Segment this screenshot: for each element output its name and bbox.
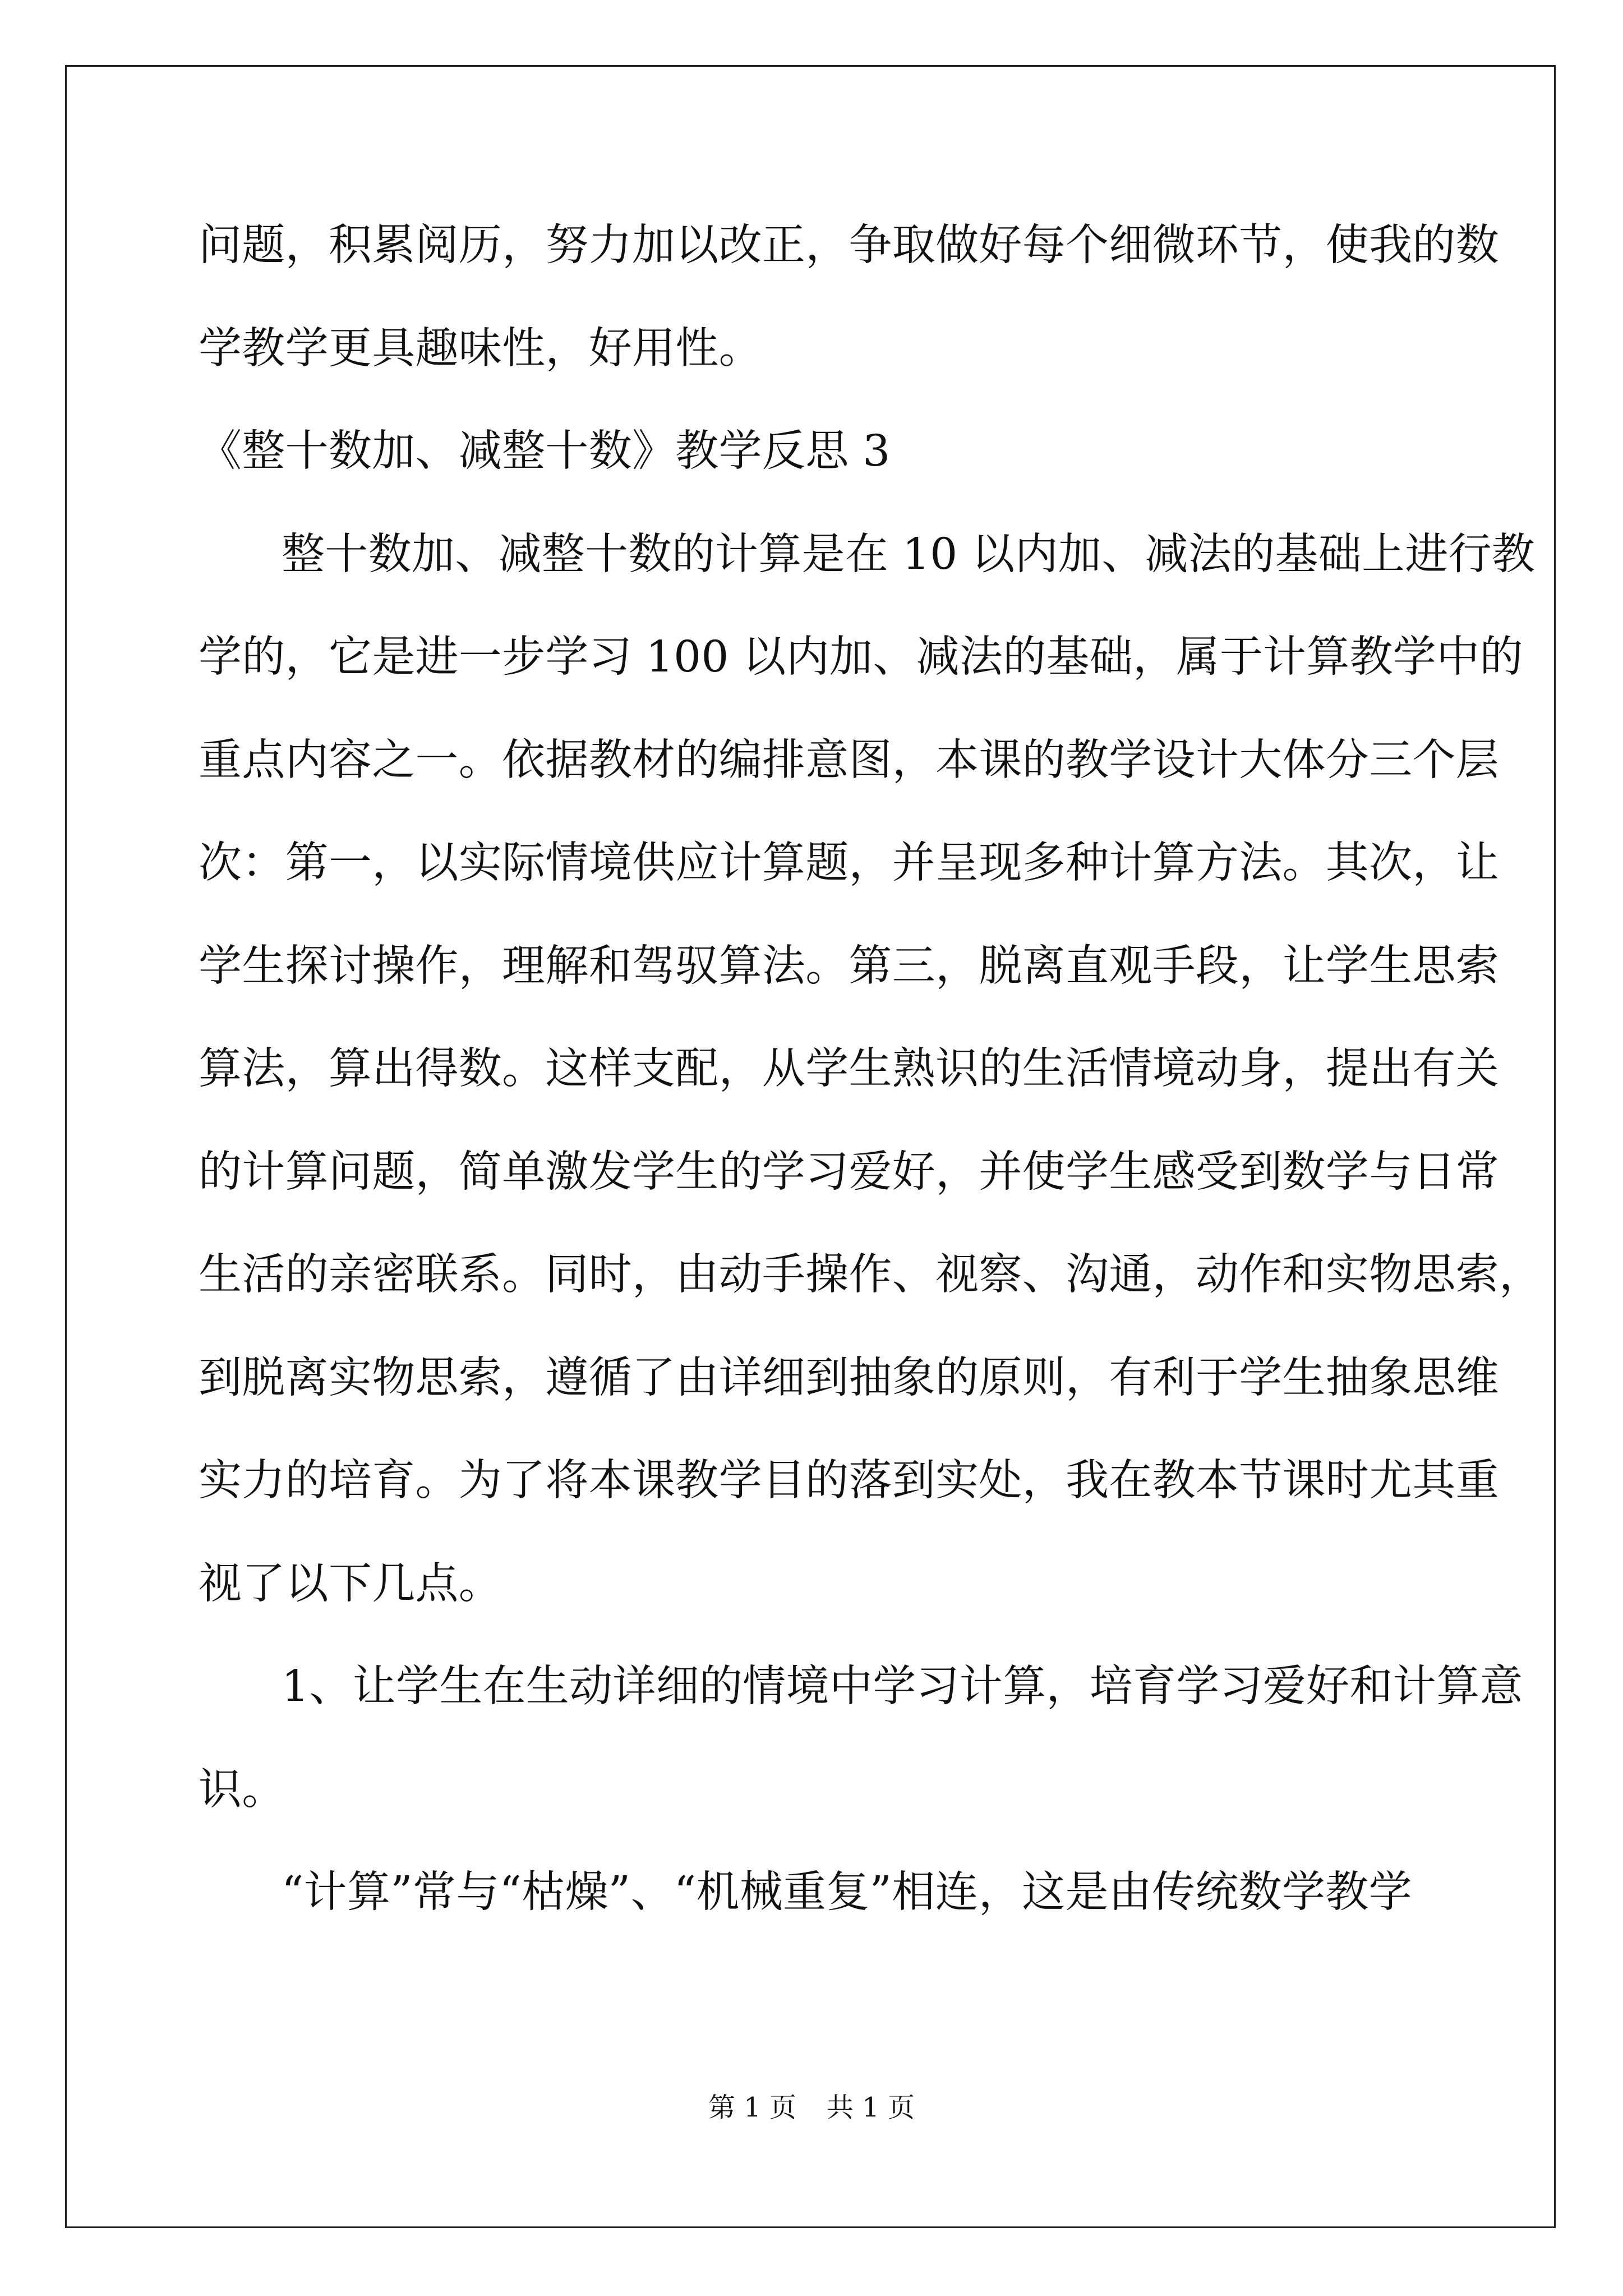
- text-line: 算法，算出得数。这样支配，从学生熟识的生活情境动身，提出有关: [199, 1044, 1499, 1094]
- text-line: 重点内容之一。依据教材的编排意图，本课的教学设计大体分三个层: [199, 735, 1499, 785]
- text-line: 视了以下几点。: [199, 1559, 502, 1609]
- text-line: 生活的亲密联系。同时，由动手操作、视察、沟通，动作和实物思索，: [199, 1250, 1543, 1300]
- page-total: 共 1 页: [827, 2092, 915, 2123]
- text-line: 1、让学生在生动详细的情境中学习计算，培育学习爱好和计算意: [282, 1662, 1523, 1711]
- page-footer: [0, 2088, 1623, 2127]
- text-line: “计算”常与“枯燥”、“机械重复”相连，这是由传统数学教学: [282, 1867, 1412, 1917]
- text-line: 学教学更具趣味性，好用性。: [199, 324, 762, 374]
- text-line: 识。: [199, 1765, 285, 1815]
- page-number: 第 1 页: [708, 2092, 796, 2123]
- text-line: 学生探讨操作，理解和驾驭算法。第三，脱离直观手段，让学生思索: [199, 941, 1499, 991]
- text-line: 到脱离实物思索，遵循了由详细到抽象的原则，有利于学生抽象思维: [199, 1353, 1499, 1403]
- section-heading: 《整十数加、减整十数》教学反思 3: [199, 426, 891, 476]
- text-line: 问题，积累阅历，努力加以改正，争取做好每个细微环节，使我的数: [199, 220, 1499, 270]
- text-line: 学的，它是进一步学习 100 以内加、减法的基础，属于计算教学中的: [199, 632, 1523, 682]
- text-line: 次：第一，以实际情境供应计算题，并呈现多种计算方法。其次，让: [199, 838, 1499, 888]
- text-line: 实力的培育。为了将本课教学目的落到实处，我在教本节课时尤其重: [199, 1456, 1499, 1506]
- text-line: 的计算问题，简单激发学生的学习爱好，并使学生感受到数学与日常: [199, 1147, 1499, 1197]
- text-line: 整十数加、减整十数的计算是在 10 以内加、减法的基础上进行教: [282, 530, 1536, 579]
